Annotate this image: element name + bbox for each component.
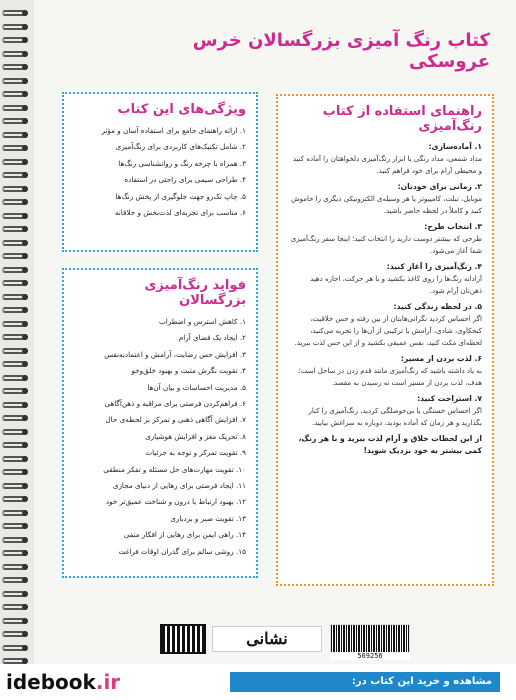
spiral-hole	[22, 402, 28, 408]
features-box	[62, 92, 258, 252]
spiral-hole	[22, 469, 28, 475]
spiral-hole	[22, 145, 28, 151]
spiral-hole	[22, 456, 28, 462]
list-item: ۱۴. راهی ایمن برای رهایی از افکار منفی	[123, 530, 246, 540]
guide-section-heading: ۳. انتخاب طرح:	[424, 222, 482, 231]
guide-section-heading: ۷. استراحت کنید:	[417, 394, 482, 403]
spiral-hole	[22, 78, 28, 84]
spiral-hole	[22, 577, 28, 583]
list-item: ۳. افزایش حس رضایت، آرامش و اعتماد‌به‌نفس	[104, 349, 246, 359]
spiral-hole	[22, 172, 28, 178]
guide-section	[288, 260, 482, 297]
benefits-heading: فواید رنگ‌آمیزی بزرگسالان	[144, 278, 246, 308]
spiral-hole	[22, 388, 28, 394]
spiral-hole	[22, 334, 28, 340]
guide-heading: راهنمای استفاده از کتاب رنگ‌آمیزی	[322, 104, 482, 134]
spiral-hole	[22, 631, 28, 637]
spiral-hole	[22, 64, 28, 70]
footer-codes	[130, 624, 500, 664]
guide-section-body: به یاد داشته باشید که رنگ‌آمیزی مانند قدم زدن در ساحل است؛ هدف، لذت بردن از مسیر است نه رسیدن به مقصد.	[298, 367, 482, 387]
list-item: ۱۱. ایجاد فرصتی برای رهایی از دنیای مجازی	[112, 481, 246, 491]
guide-section	[288, 180, 482, 217]
list-item: ۶. مناسب برای تجربه‌ای لذت‌بخش و خلاقانه	[114, 208, 246, 218]
guide-section	[288, 140, 482, 177]
list-item: ۴. طراحی سیمی برای راحتی در استفاده	[124, 175, 246, 185]
spiral-hole	[22, 564, 28, 570]
spiral-hole	[22, 550, 28, 556]
guide-section-body: اگر احساس خستگی یا بی‌حوصلگی کردید، رنگ‌آمیزی را کنار بگذارید و هر زمان که آماده بودید، دوباره به سراغش بیایید.	[308, 407, 482, 427]
spiral-hole	[22, 361, 28, 367]
spiral-hole	[22, 186, 28, 192]
barcode-number: 569256	[330, 652, 410, 660]
list-item: ۲. شامل تکنیک‌های کاربردی برای رنگ‌آمیزی	[115, 142, 246, 152]
list-item: ۱۳. تقویت صبر و بردباری	[170, 513, 246, 523]
qr-code[interactable]	[160, 624, 206, 654]
guide-closing: از این لحظات خلاق و آرام لذت ببرید و با هر رنگ، کمی بیشتر به خود نزدیک شوید!	[298, 434, 482, 455]
guide-section-body: طرحی که بیشتر دوست دارید را انتخاب کنید؛ اینجا سفر رنگ‌آمیزی شما آغاز می‌شود.	[290, 235, 482, 255]
features-list	[74, 123, 246, 221]
spiral-hole	[22, 159, 28, 165]
spiral-hole	[22, 10, 28, 16]
brand-main: idebook	[6, 670, 96, 694]
spiral-hole	[22, 415, 28, 421]
guide-section	[288, 352, 482, 389]
guide-section	[288, 300, 482, 349]
guide-section	[288, 392, 482, 429]
brand-tld: .ir	[95, 670, 121, 694]
list-item: ۵. مدیریت احساسات و بیان آن‌ها	[147, 382, 246, 392]
spiral-hole	[22, 442, 28, 448]
spiral-hole	[22, 348, 28, 354]
spiral-hole	[22, 199, 28, 205]
page-title: کتاب رنگ آمیزی بزرگسالان خرس عروسکی	[192, 30, 490, 72]
spiral-hole	[22, 537, 28, 543]
spiral-hole	[22, 226, 28, 232]
publisher-logo: نشانی	[212, 626, 322, 652]
spiral-hole	[22, 604, 28, 610]
list-item: ۵. چاپ تک‌رو جهت جلوگیری از پخش رنگ‌ها	[115, 191, 246, 201]
spiral-hole	[22, 280, 28, 286]
spiral-hole	[22, 24, 28, 30]
list-item: ۱۰. تقویت مهارت‌های حل مسئله و تفکر منطقی	[103, 464, 246, 474]
spiral-hole	[22, 618, 28, 624]
spiral-hole	[22, 118, 28, 124]
guide-box	[276, 94, 494, 586]
guide-section-heading: ۱. آماده‌سازی:	[428, 142, 482, 151]
guide-section-heading: ۴. رنگ‌آمیزی را آغاز کنید:	[386, 262, 482, 271]
spiral-hole	[22, 307, 28, 313]
brand-logo[interactable]	[6, 670, 120, 694]
list-item: ۷. افزایش آگاهی ذهنی و تمرکز بر لحظه‌ی حال	[105, 415, 246, 425]
spiral-hole	[22, 496, 28, 502]
guide-section-heading: ۶. لذت بردن از مسیر:	[400, 354, 482, 363]
spiral-hole	[22, 91, 28, 97]
watch-and-buy-link[interactable]: مشاهده و خرید این کتاب در:	[230, 672, 500, 692]
guide-section-body: آزادانه رنگ‌ها را روی کاغذ بکشید و با هر حرکت، اجازه دهید ذهن‌تان آرام شود.	[310, 275, 482, 295]
list-item: ۱. ارائه راهنمای جامع برای استفاده آسان و مؤثر	[101, 126, 246, 135]
spiral-hole	[22, 51, 28, 57]
spiral-hole	[22, 523, 28, 529]
spiral-hole	[22, 483, 28, 489]
spiral-hole	[22, 294, 28, 300]
spiral-hole	[22, 240, 28, 246]
spiral-hole	[22, 267, 28, 273]
benefits-box	[62, 268, 258, 578]
spiral-hole	[22, 253, 28, 259]
guide-section-body: اگر احساس کردید نگرانی‌هایتان از بین رفته و حس خلاقیت، کنجکاوی، شادی، آرامش یا ترکیبی از آن‌ها را تجربه می‌کنید، لحظه‌ای مکث کنید، نفس عمیقی بکشید و از این حس لذت ببرید.	[294, 315, 482, 347]
list-item: ۲. ایجاد یک فضای آرام	[178, 333, 246, 343]
spiral-hole	[22, 375, 28, 381]
spiral-hole	[22, 37, 28, 43]
guide-sections	[288, 140, 482, 429]
spiral-hole	[22, 510, 28, 516]
spiral-hole	[22, 132, 28, 138]
benefits-list	[74, 314, 246, 560]
guide-section-body: مداد شمعی، مداد رنگی یا ابزار رنگ‌آمیزی دلخواهتان را آماده کنید و محیطی آرام برای خود فراهم کنید.	[292, 155, 482, 175]
list-item: ۱. کاهش استرس و اضطراب	[159, 317, 246, 326]
spiral-hole	[22, 429, 28, 435]
guide-section-heading: ۲. زمانی برای خودتان:	[397, 182, 482, 191]
spiral-hole	[22, 645, 28, 651]
barcode	[330, 624, 410, 654]
spiral-hole	[22, 321, 28, 327]
list-item: ۴. تقویت نگرش مثبت و بهبود خلق‌وخو	[131, 366, 246, 376]
features-heading: ویژگی‌های این کتاب	[117, 102, 246, 117]
guide-section-body: موبایل، تبلت، کامپیوتر یا هر وسیله‌ی الکترونیکی دیگری را خاموش کنید و کاملاً در لحظه حاضر باشید.	[291, 195, 482, 215]
list-item: ۱۲. بهبود ارتباط با درون و شناخت عمیق‌تر خود	[105, 497, 246, 507]
list-item: ۶. فراهم‌کردن فرصتی برای مراقبه و ذهن‌آگاهی	[104, 399, 246, 409]
spiral-hole	[22, 591, 28, 597]
guide-section-heading: ۵. در لحظه زندگی کنید:	[393, 302, 482, 311]
bottom-banner	[0, 664, 516, 700]
list-item: ۳. همراه با چرخه رنگ و روانشناسی رنگ‌ها	[118, 158, 246, 168]
spiral-hole	[22, 213, 28, 219]
spiral-binding	[0, 0, 34, 700]
guide-section	[288, 220, 482, 257]
list-item: ۹. تقویت تمرکز و توجه به جزئیات	[145, 448, 246, 458]
spiral-hole	[22, 105, 28, 111]
list-item: ۱۵. روشی سالم برای گذران اوقات فراغت	[118, 546, 246, 556]
list-item: ۸. تحریک مغز و افزایش هوشیاری	[145, 431, 246, 441]
